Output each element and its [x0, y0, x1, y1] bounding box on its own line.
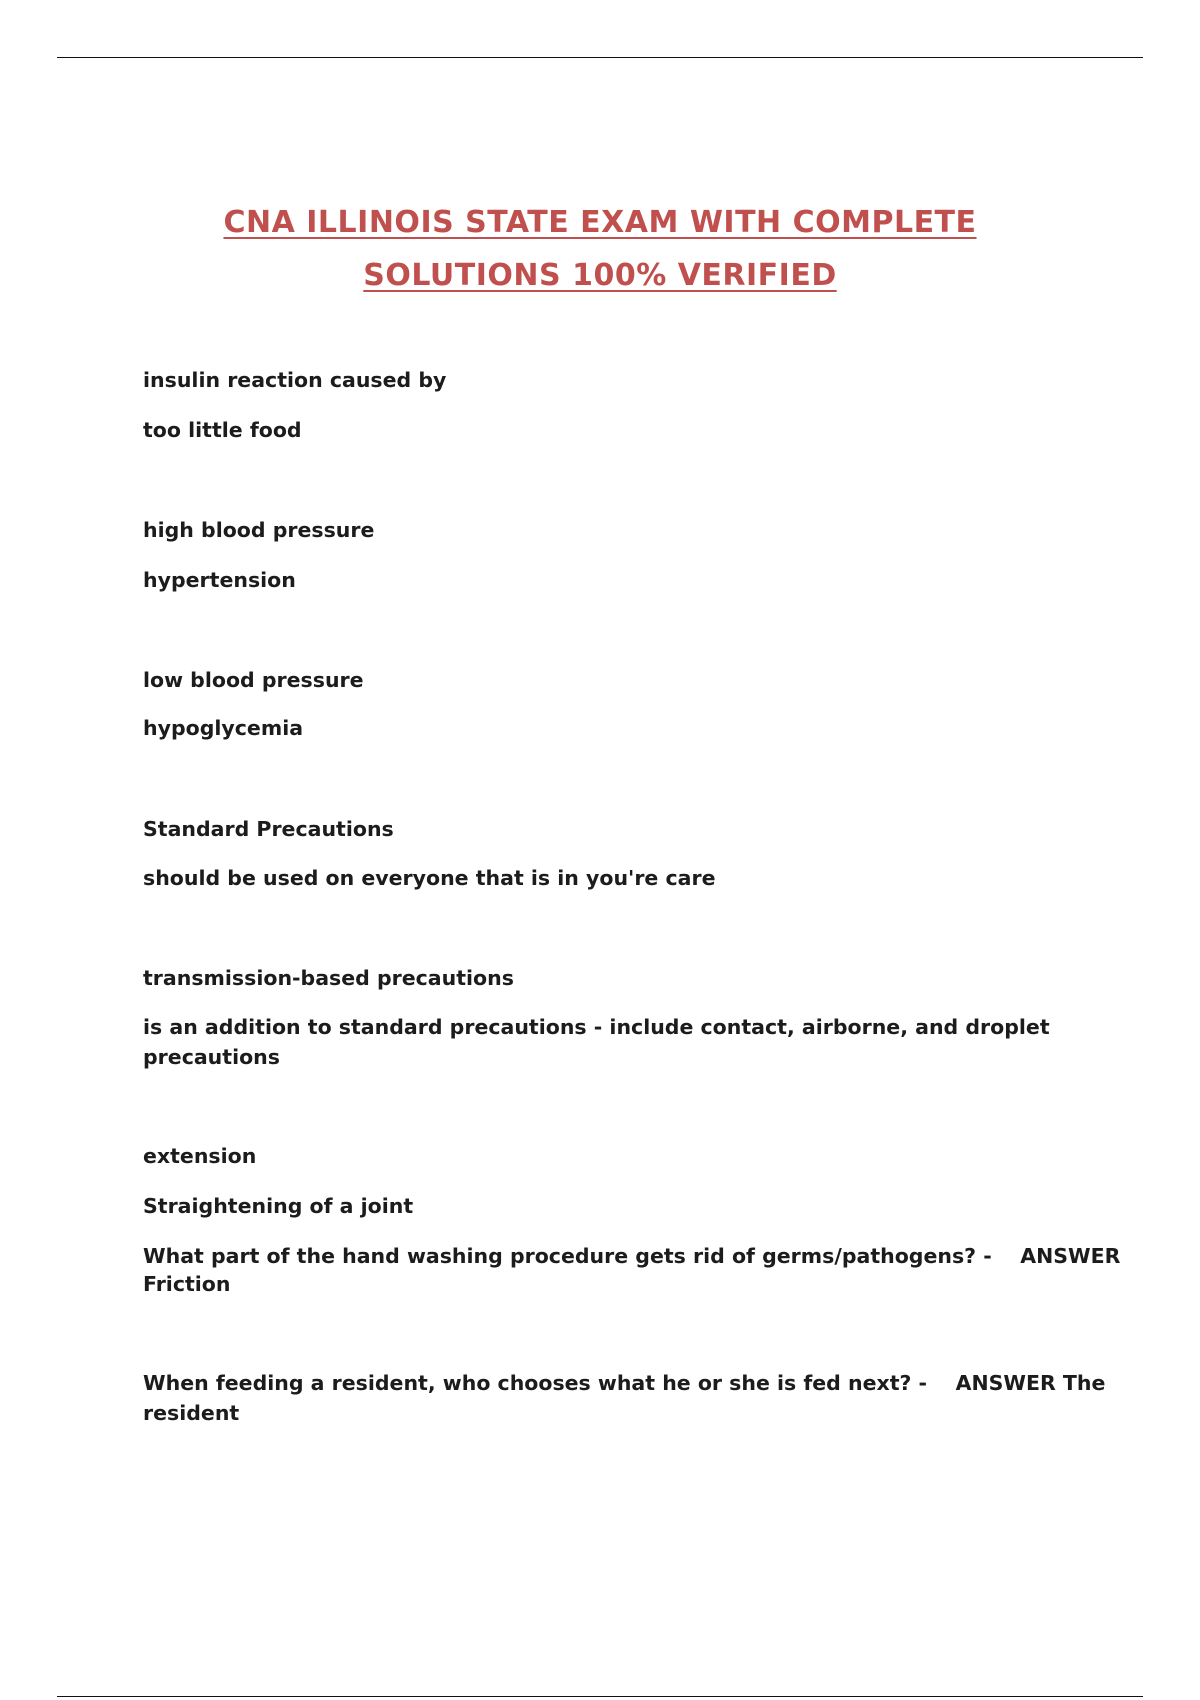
qa-2-answer: resident — [143, 1401, 240, 1425]
definition-2: hypertension — [143, 568, 296, 592]
definition-5-line-2: precautions — [143, 1045, 280, 1069]
definition-3: hypoglycemia — [143, 716, 304, 740]
term-1: insulin reaction caused by — [143, 368, 447, 392]
term-2: high blood pressure — [143, 518, 375, 542]
term-6: extension — [143, 1144, 257, 1168]
qa-1-answer: Friction — [143, 1272, 231, 1296]
definition-1: too little food — [143, 418, 302, 442]
title-line-2: SOLUTIONS 100% VERIFIED — [363, 258, 837, 293]
qa-2-question: When feeding a resident, who chooses what he or she is fed next? - ANSWER The — [143, 1371, 1106, 1395]
term-3: low blood pressure — [143, 668, 364, 692]
definition-4: should be used on everyone that is in you're care — [143, 866, 716, 890]
document-title — [0, 196, 1200, 302]
qa-1-question: What part of the hand washing procedure gets rid of germs/pathogens? - ANSWER — [143, 1244, 1121, 1268]
top-rule — [57, 57, 1143, 58]
title-line-1: CNA ILLINOIS STATE EXAM WITH COMPLETE — [223, 205, 977, 240]
definition-5-line-1: is an addition to standard precautions - include contact, airborne, and droplet — [143, 1015, 1050, 1039]
term-5: transmission-based precautions — [143, 966, 514, 990]
definition-6: Straightening of a joint — [143, 1194, 414, 1218]
bottom-rule — [57, 1696, 1143, 1697]
term-4: Standard Precautions — [143, 817, 394, 841]
